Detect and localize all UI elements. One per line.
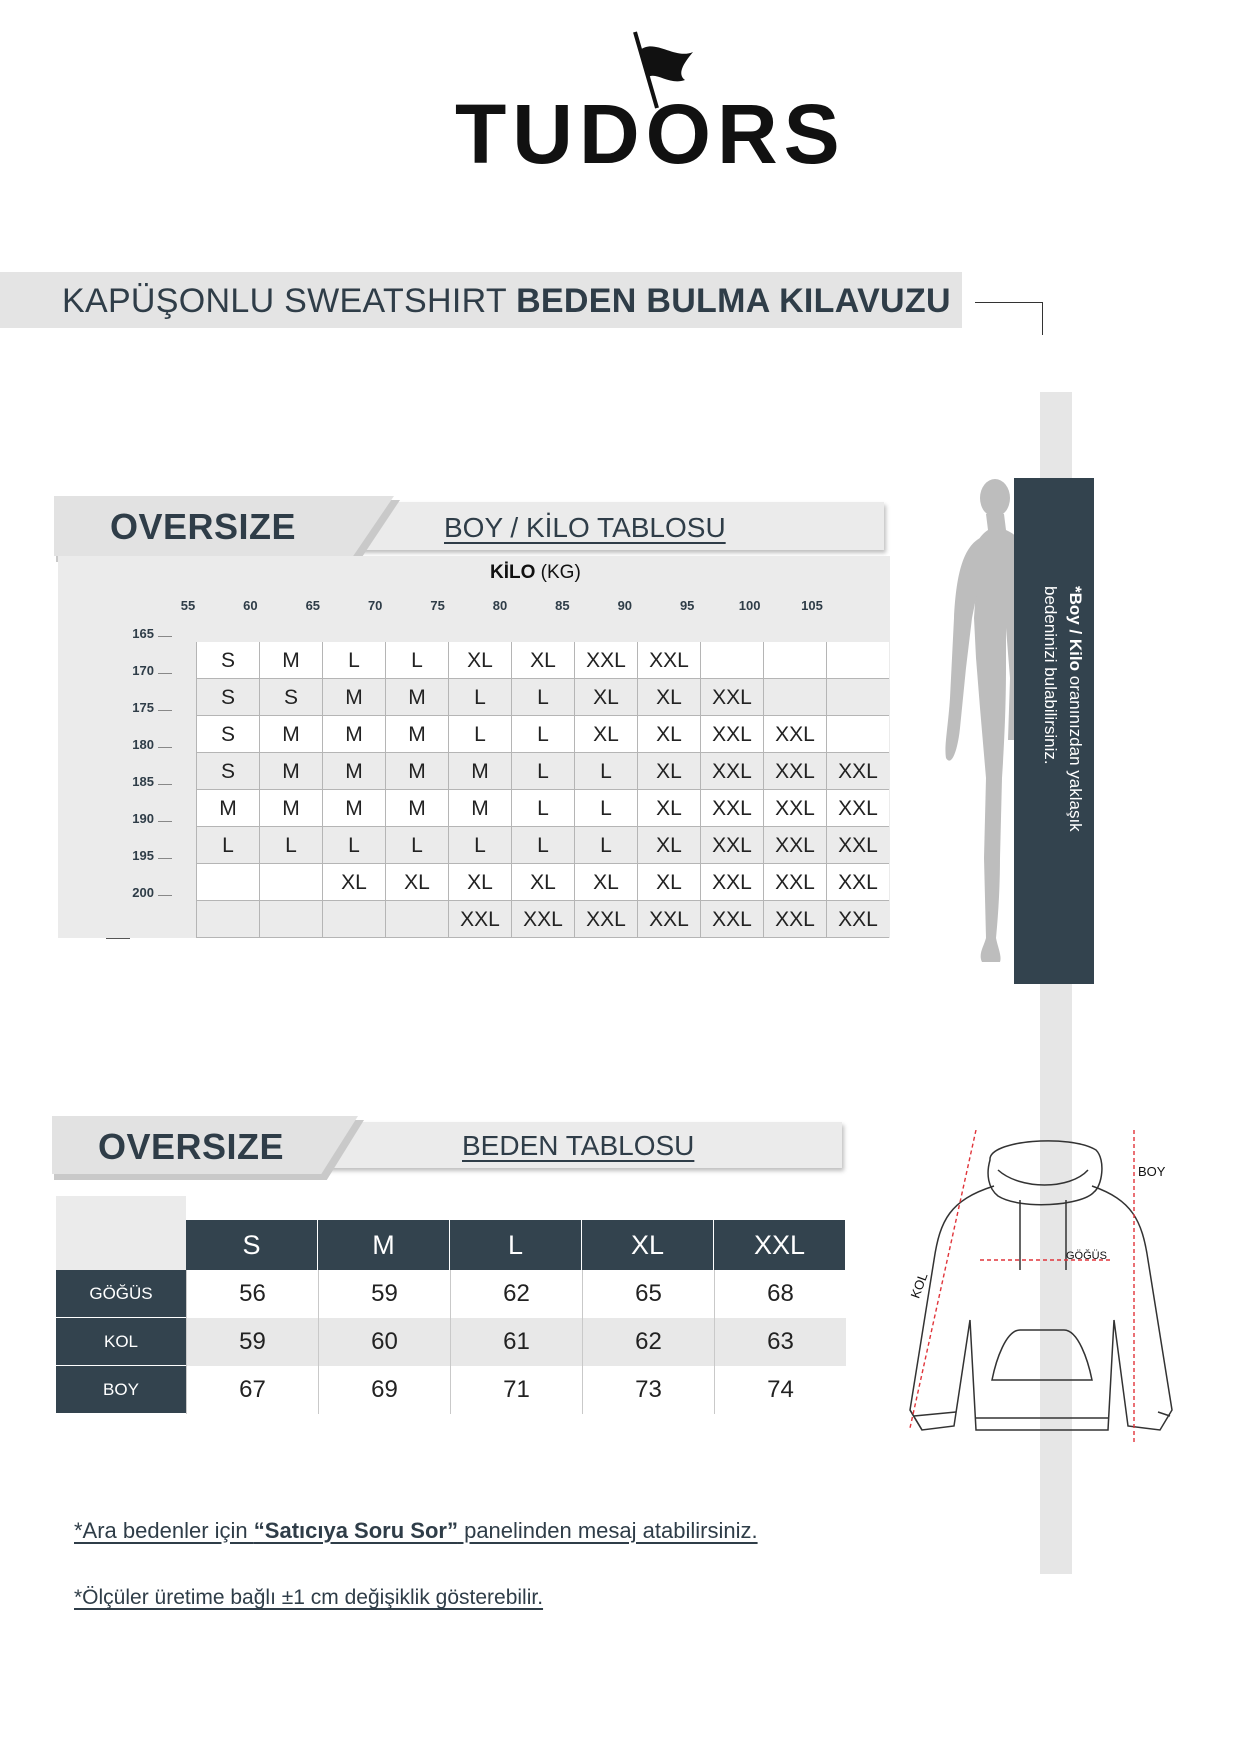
boy-tick-label: 170 bbox=[132, 663, 154, 678]
size-cell: XXL bbox=[700, 790, 763, 827]
table-row bbox=[196, 827, 890, 864]
size-cell bbox=[196, 864, 259, 901]
section2-badge: OVERSIZE bbox=[98, 1126, 285, 1167]
boy-tick-label: 180 bbox=[132, 737, 154, 752]
kilo-tick-label: 80 bbox=[492, 598, 508, 613]
table-row-boy bbox=[56, 1366, 846, 1414]
boy-tick-mark bbox=[158, 821, 172, 822]
size-cell bbox=[763, 642, 826, 679]
size-cell: S bbox=[259, 679, 322, 716]
size-cell: XL bbox=[511, 642, 574, 679]
table-row bbox=[196, 864, 890, 901]
size-cell: XXL bbox=[826, 753, 889, 790]
size-cell: XXL bbox=[700, 679, 763, 716]
boy-tick-mark bbox=[158, 895, 172, 896]
size-cell: XL bbox=[637, 827, 700, 864]
note1-post: panelinden mesaj atabilirsiniz. bbox=[457, 1518, 758, 1543]
table-cell: 61 bbox=[450, 1318, 582, 1366]
size-cell bbox=[826, 716, 889, 753]
size-cell: XL bbox=[637, 716, 700, 753]
table-cell: 68 bbox=[714, 1270, 846, 1318]
size-cell: XXL bbox=[700, 864, 763, 901]
table-cell: 69 bbox=[318, 1366, 450, 1414]
table-cell: 63 bbox=[714, 1318, 846, 1366]
logo-text: TUDORS bbox=[455, 87, 846, 181]
kilo-tick-label: 55 bbox=[180, 598, 196, 613]
size-cell: XL bbox=[448, 864, 511, 901]
size-header-l: L bbox=[450, 1220, 582, 1270]
kilo-title-bold: KİLO bbox=[490, 562, 536, 583]
boy-tick-label: 195 bbox=[132, 848, 154, 863]
size-header-xxl: XXL bbox=[714, 1220, 846, 1270]
section1-header bbox=[54, 496, 884, 562]
size-cell: S bbox=[196, 753, 259, 790]
note-intermediate-sizes bbox=[74, 1518, 758, 1544]
row-label-gogus: GÖĞÜS bbox=[56, 1270, 186, 1318]
size-cell: L bbox=[511, 827, 574, 864]
size-cell: XXL bbox=[511, 901, 574, 938]
size-cell: XXL bbox=[826, 827, 889, 864]
hoodie-diagram bbox=[870, 1130, 1210, 1470]
size-cell: M bbox=[259, 753, 322, 790]
table-cell: 62 bbox=[450, 1270, 582, 1318]
boy-tick-mark bbox=[158, 710, 172, 711]
hoodie-label-gogus: GÖĞÜS bbox=[1066, 1250, 1107, 1262]
size-cell bbox=[763, 679, 826, 716]
size-header-s: S bbox=[186, 1220, 318, 1270]
size-cell: M bbox=[322, 679, 385, 716]
size-cell: M bbox=[385, 679, 448, 716]
info-line-1-bold: *Boy / Kilo bbox=[1066, 586, 1085, 672]
boy-tick-label: 185 bbox=[132, 774, 154, 789]
size-cell: L bbox=[448, 827, 511, 864]
boy-tick-label: 165 bbox=[132, 626, 154, 641]
size-cell: L bbox=[511, 679, 574, 716]
size-cell: L bbox=[448, 679, 511, 716]
size-cell: M bbox=[259, 642, 322, 679]
note1-bold: “Satıcıya Soru Sor” bbox=[253, 1518, 458, 1543]
size-cell: M bbox=[322, 716, 385, 753]
kilo-title-unit: (KG) bbox=[540, 562, 581, 583]
boy-tick-label: 175 bbox=[132, 700, 154, 715]
size-cell: S bbox=[196, 716, 259, 753]
size-cell: XXL bbox=[700, 901, 763, 938]
size-cell: L bbox=[574, 753, 637, 790]
size-cell bbox=[259, 864, 322, 901]
size-cell: XXL bbox=[763, 790, 826, 827]
table-cell: 56 bbox=[186, 1270, 318, 1318]
size-cell: XL bbox=[637, 864, 700, 901]
size-cell: XXL bbox=[763, 827, 826, 864]
boy-tick-mark bbox=[158, 858, 172, 859]
size-cell bbox=[196, 901, 259, 938]
title-band bbox=[0, 272, 962, 328]
size-cell bbox=[385, 901, 448, 938]
size-cell: L bbox=[385, 642, 448, 679]
size-cell: XL bbox=[637, 753, 700, 790]
title-corner-line bbox=[975, 302, 1043, 335]
table-cell: 71 bbox=[450, 1366, 582, 1414]
size-cell: L bbox=[322, 827, 385, 864]
boy-tick-mark bbox=[158, 636, 172, 637]
beden-table-corner bbox=[56, 1196, 186, 1270]
note1-pre: *Ara bedenler için bbox=[74, 1518, 254, 1543]
info-panel-text bbox=[1038, 586, 1088, 886]
beden-table-header bbox=[186, 1220, 846, 1270]
table-row bbox=[196, 901, 890, 938]
size-cell: XXL bbox=[763, 901, 826, 938]
table-cell: 59 bbox=[318, 1270, 450, 1318]
size-cell: XXL bbox=[700, 716, 763, 753]
size-cell: M bbox=[259, 790, 322, 827]
size-cell: S bbox=[196, 679, 259, 716]
title-normal: KAPÜŞONLU SWEATSHIRT bbox=[62, 282, 507, 320]
table-row bbox=[196, 642, 890, 679]
size-cell: XXL bbox=[700, 753, 763, 790]
kilo-tick-label: 105 bbox=[801, 598, 823, 613]
info-line-1 bbox=[1063, 586, 1088, 886]
size-header-m: M bbox=[318, 1220, 450, 1270]
size-cell: XXL bbox=[763, 753, 826, 790]
kilo-axis-title bbox=[490, 562, 581, 584]
size-cell: L bbox=[259, 827, 322, 864]
size-cell: M bbox=[385, 753, 448, 790]
size-cell: XL bbox=[574, 716, 637, 753]
size-cell: XL bbox=[574, 864, 637, 901]
page-title bbox=[62, 282, 951, 321]
size-cell bbox=[826, 679, 889, 716]
size-cell: XL bbox=[448, 642, 511, 679]
size-cell: L bbox=[385, 827, 448, 864]
table-row bbox=[196, 753, 890, 790]
row-label-kol: KOL bbox=[56, 1318, 186, 1366]
table-row-gogus bbox=[56, 1270, 846, 1318]
size-cell: XXL bbox=[574, 901, 637, 938]
size-cell bbox=[700, 642, 763, 679]
size-cell: XXL bbox=[637, 642, 700, 679]
size-cell: XL bbox=[385, 864, 448, 901]
table-row bbox=[196, 790, 890, 827]
boy-tick-mark bbox=[158, 784, 172, 785]
size-cell: XL bbox=[637, 679, 700, 716]
kilo-tick-label: 90 bbox=[617, 598, 633, 613]
note-measurement-tolerance: *Ölçüler üretime bağlı ±1 cm değişiklik gösterebilir. bbox=[74, 1586, 544, 1609]
hoodie-label-kol: KOL bbox=[907, 1270, 931, 1301]
boy-tick-label: 200 bbox=[132, 885, 154, 900]
size-cell: M bbox=[259, 716, 322, 753]
kilo-tick-label: 65 bbox=[305, 598, 321, 613]
size-cell: L bbox=[574, 827, 637, 864]
boy-tick-label: 190 bbox=[132, 811, 154, 826]
size-cell: M bbox=[448, 790, 511, 827]
table-cell: 67 bbox=[186, 1366, 318, 1414]
kilo-tick-label: 75 bbox=[430, 598, 445, 613]
size-cell: XXL bbox=[826, 790, 889, 827]
size-cell: L bbox=[511, 753, 574, 790]
table-row bbox=[196, 716, 890, 753]
kilo-tick-label: 95 bbox=[679, 598, 695, 613]
boy-kilo-table bbox=[58, 556, 890, 938]
size-cell: M bbox=[322, 753, 385, 790]
boy-tick-mark bbox=[158, 747, 172, 748]
info-line-1-rest: oranınızdan yaklaşık bbox=[1066, 671, 1085, 832]
hoodie-label-boy: BOY bbox=[1138, 1164, 1166, 1179]
size-cell: M bbox=[385, 790, 448, 827]
brand-logo bbox=[455, 30, 846, 181]
table-cell: 73 bbox=[582, 1366, 714, 1414]
size-cell: XXL bbox=[700, 827, 763, 864]
size-cell: XXL bbox=[763, 864, 826, 901]
table-row bbox=[196, 679, 890, 716]
size-cell: M bbox=[322, 790, 385, 827]
size-cell bbox=[322, 901, 385, 938]
kilo-tick-label: 100 bbox=[738, 598, 761, 613]
size-cell: XL bbox=[637, 790, 700, 827]
size-cell: XXL bbox=[574, 642, 637, 679]
table-cell: 74 bbox=[714, 1366, 846, 1414]
kilo-tick-label: 60 bbox=[243, 598, 258, 613]
size-cell bbox=[259, 901, 322, 938]
size-cell: XXL bbox=[637, 901, 700, 938]
size-cell: M bbox=[385, 716, 448, 753]
kilo-tick-label: 70 bbox=[367, 598, 383, 613]
size-cell: L bbox=[448, 716, 511, 753]
boy-tick-mark bbox=[158, 673, 172, 674]
size-cell: XL bbox=[322, 864, 385, 901]
size-cell: L bbox=[322, 642, 385, 679]
table-cell: 65 bbox=[582, 1270, 714, 1318]
table-row-kol bbox=[56, 1318, 846, 1366]
table-cell: 62 bbox=[582, 1318, 714, 1366]
row-label-boy: BOY bbox=[56, 1366, 186, 1414]
size-cell: XXL bbox=[826, 864, 889, 901]
boy-axis-cap-bottom bbox=[106, 938, 130, 939]
size-cell: M bbox=[196, 790, 259, 827]
size-grid bbox=[196, 642, 890, 938]
size-cell: S bbox=[196, 642, 259, 679]
size-cell: L bbox=[511, 716, 574, 753]
size-cell: XL bbox=[511, 864, 574, 901]
section2-header bbox=[52, 1116, 842, 1182]
size-cell: L bbox=[574, 790, 637, 827]
size-cell: XXL bbox=[448, 901, 511, 938]
size-cell: L bbox=[196, 827, 259, 864]
section2-subtitle: BEDEN TABLOSU bbox=[462, 1130, 695, 1161]
size-cell: M bbox=[448, 753, 511, 790]
table-cell: 60 bbox=[318, 1318, 450, 1366]
kilo-tick-label: 85 bbox=[555, 598, 570, 613]
size-cell: L bbox=[511, 790, 574, 827]
info-line-2: bedeninizi bulabilirsiniz. bbox=[1041, 586, 1060, 765]
size-cell bbox=[826, 642, 889, 679]
size-cell: XXL bbox=[826, 901, 889, 938]
table-cell: 59 bbox=[186, 1318, 318, 1366]
title-bold: BEDEN BULMA KILAVUZU bbox=[516, 282, 951, 320]
size-header-xl: XL bbox=[582, 1220, 714, 1270]
section1-subtitle: BOY / KİLO TABLOSU bbox=[444, 512, 726, 543]
size-cell: XXL bbox=[763, 716, 826, 753]
size-cell: XL bbox=[574, 679, 637, 716]
section1-badge: OVERSIZE bbox=[110, 506, 297, 547]
